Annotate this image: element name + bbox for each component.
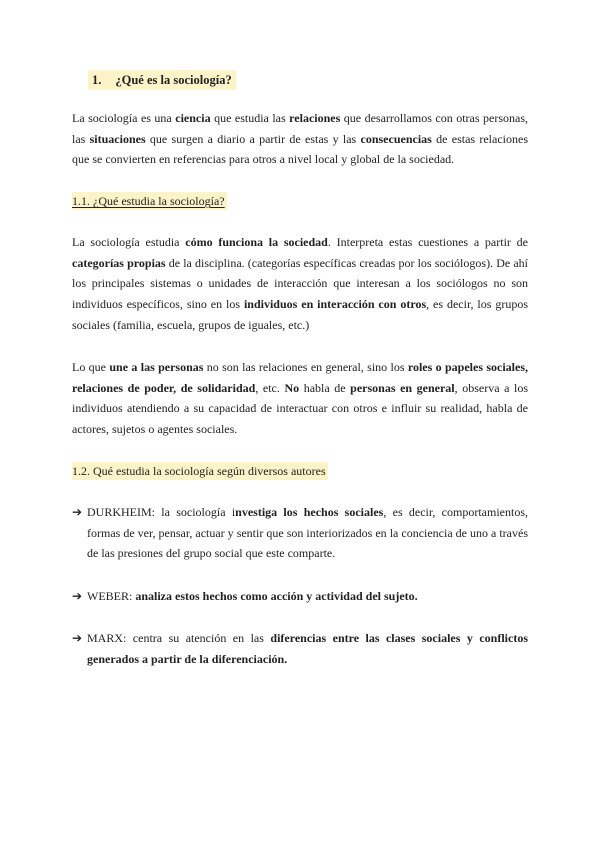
para2-text-3: de la disciplina. (categorías específicas creadas por los sociólogos). De ahí los principales sistemas o unidades de interacción que interesan a los sociólogos no son individuos específicos, sino en los	[72, 255, 528, 312]
heading-que-estudia	[72, 192, 227, 210]
intro-text-1: La sociología es una	[72, 111, 176, 125]
intro-text-5: de estas relaciones que se convierten en referencias para otros a nivel local y global de la sociedad.	[72, 131, 528, 167]
heading-number: 1.	[92, 73, 102, 87]
heading-segun-autores-text: 1.2. Qué estudia la sociología según diversos autores	[72, 464, 326, 478]
para3-text-3: , etc.	[255, 380, 285, 395]
heading-title: ¿Qué es la sociología?	[115, 73, 232, 87]
intro-paragraph	[72, 108, 528, 170]
para2-bold-2: categorías propias	[72, 255, 166, 270]
paragraph-como-funciona	[72, 232, 528, 336]
heading-segun-autores	[72, 462, 328, 480]
para2-text-1: La sociología estudia	[72, 235, 186, 249]
intro-bold-consecuencias: consecuencias	[360, 131, 432, 146]
heading-que-es-la-sociologia	[88, 70, 236, 90]
intro-bold-relaciones: relaciones	[289, 111, 341, 125]
bullet-weber	[72, 586, 528, 607]
heading-que-estudia-text: 1.1. ¿Qué estudia la sociología?	[72, 194, 225, 208]
intro-text-2: que estudia las	[210, 111, 290, 125]
durkheim-text-1: DURKHEIM: la sociología i	[87, 505, 236, 519]
para2-text-4: , es decir, los grupos sociales (familia, escuela, grupos de iguales, etc.)	[72, 297, 528, 332]
weber-text-1: WEBER:	[87, 589, 136, 603]
intro-text-3: que desarrollamos con otras personas, las	[72, 111, 528, 146]
arrow-icon: ➔	[72, 589, 83, 603]
para3-text-5: , observa a los individuos atendiendo a su capacidad de interactuar con otros e influir su realidad, habla de actores, sujetos o agentes sociales.	[72, 380, 529, 437]
para3-text-1: Lo que	[72, 360, 110, 374]
para2-bold-3: individuos en interacción con otros	[243, 297, 427, 312]
para2-text-2: . Interpreta estas cuestiones a partir de	[327, 235, 528, 249]
para3-bold-4: personas en general	[350, 380, 455, 395]
durkheim-bold: nvestiga los hechos sociales	[235, 505, 384, 519]
bullet-durkheim	[72, 502, 528, 564]
para3-bold-3: No	[284, 380, 300, 395]
para3-text-2: no son las relaciones en general, sino los	[203, 360, 408, 374]
bullet-marx	[72, 628, 528, 669]
intro-bold-situaciones: situaciones	[89, 131, 146, 146]
intro-text-4: que surgen a diario a partir de estas y las	[145, 131, 361, 146]
para3-text-4: habla de	[299, 380, 351, 395]
marx-bold: diferencias entre las clases sociales y conflictos generados a partir de la diferenciación.	[87, 631, 528, 666]
arrow-icon: ➔	[72, 631, 83, 645]
arrow-icon: ➔	[72, 505, 83, 519]
durkheim-text-2: , es decir, comportamientos, formas de ver, pensar, actuar y sentir que son interiorizados en la conciencia de uno a través de las presiones del grupo social que este comparte.	[87, 505, 528, 561]
weber-bold: analiza estos hechos como acción y actividad del sujeto.	[135, 589, 418, 603]
intro-bold-ciencia: ciencia	[175, 111, 211, 125]
paragraph-une-a-las-personas	[72, 357, 528, 440]
para2-bold-1: cómo funciona la sociedad	[185, 235, 328, 249]
para3-bold-2: roles o papeles sociales, relaciones de poder, de solidaridad	[72, 360, 529, 395]
para3-bold-1: une a las personas	[109, 360, 204, 374]
marx-text-1: MARX: centra su atención en las	[87, 631, 271, 645]
